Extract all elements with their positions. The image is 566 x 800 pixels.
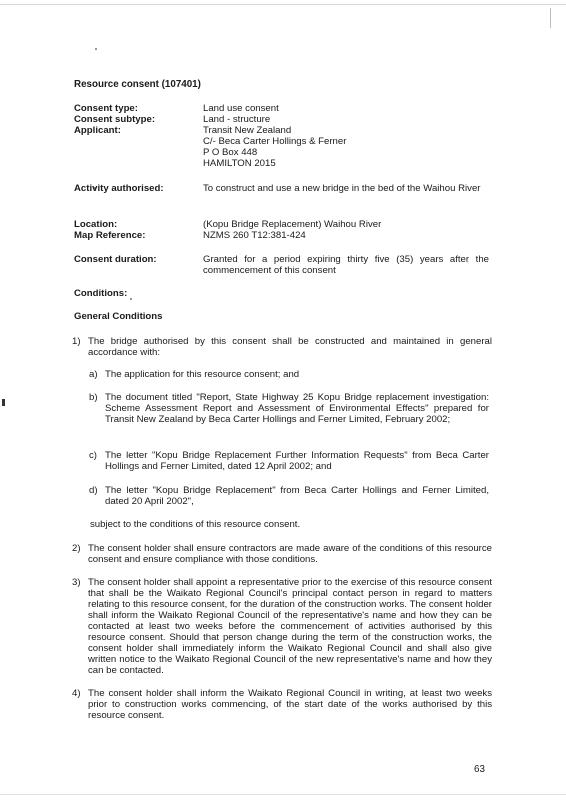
sub-item-letter: c) <box>89 450 97 461</box>
condition-text: The consent holder shall inform the Waikato Regional Council in writing, at least two weeks prior to construction works commencing, of the start date of the works authorised by this resource consent. <box>88 688 492 721</box>
sub-item-letter: b) <box>89 392 98 403</box>
condition-number: 3) <box>72 577 81 588</box>
location-value: (Kopu Bridge Replacement) Waihou River <box>203 219 382 230</box>
activity-value: To construct and use a new bridge in the bed of the Waihou River <box>203 183 481 194</box>
margin-mark <box>2 399 5 406</box>
applicant-line: C/- Beca Carter Hollings & Ferner <box>203 136 347 147</box>
general-conditions-heading: General Conditions <box>74 311 163 322</box>
condition-text: The consent holder shall appoint a representative prior to the exercise of this resource consent that shall be the Waikato Regional Council's principal contact person in regard to matters relating to this resource consent, for the duration of the construction works. The consent holder shall inform the Waikato Regional Council of the representative's name and how they can be contacted at least two weeks before the commencement of activities authorised by this resource consent. Should that person change during the term of the construction works, the consent holder shall immediately inform the Waikato Regional Council and shall also give written notice to the Waikato Regional Council of the new representative's name and how they can be contacted. <box>88 577 492 676</box>
consent-type-value <box>203 103 489 169</box>
condition-item <box>72 688 492 721</box>
sub-item-letter: a) <box>89 369 98 380</box>
sub-item-letter: d) <box>89 485 98 496</box>
top-border <box>0 4 566 5</box>
applicant-label: Applicant: <box>74 125 121 136</box>
scan-speck <box>130 298 132 300</box>
condition-number: 4) <box>72 688 81 699</box>
condition-item <box>72 543 492 565</box>
sub-item-text: The letter "Kopu Bridge Replacement Further Information Requests" from Beca Carter Hollings and Ferner Limited, dated 12 April 2002; and <box>105 450 489 472</box>
condition-text: The bridge authorised by this consent shall be constructed and maintained in general accordance with: <box>88 336 492 358</box>
sub-item <box>89 369 489 380</box>
page-number: 63 <box>474 764 485 775</box>
condition-text: The consent holder shall ensure contractors are made aware of the conditions of this resource consent and ensure compliance with those conditions. <box>88 543 492 565</box>
sub-item <box>89 392 489 425</box>
sub-item-text: The application for this resource consent; and <box>105 369 300 380</box>
sub-item <box>89 450 489 472</box>
condition-item <box>72 577 492 676</box>
map-reference-label: Map Reference: <box>74 230 146 241</box>
consent-heading: Resource consent (107401) <box>74 79 201 90</box>
consent-type-text: Land use consent <box>203 103 279 114</box>
condition-item <box>72 336 492 358</box>
consent-type-label: Consent type: <box>74 103 138 114</box>
map-reference-value: NZMS 260 T12:381-424 <box>203 230 306 241</box>
activity-label: Activity authorised: <box>74 183 164 194</box>
applicant-line: Transit New Zealand <box>203 125 292 136</box>
consent-subtype-text: Land - structure <box>203 114 271 125</box>
consent-subtype-label: Consent subtype: <box>74 114 156 125</box>
subject-to-text: subject to the conditions of this resource consent. <box>90 519 301 530</box>
condition-number: 2) <box>72 543 81 554</box>
applicant-line: HAMILTON 2015 <box>203 158 276 169</box>
bottom-border <box>0 794 566 795</box>
applicant-line: P O Box 448 <box>203 147 258 158</box>
duration-label: Consent duration: <box>74 254 157 265</box>
scan-speck <box>95 48 97 50</box>
sub-item-text: The letter "Kopu Bridge Replacement" from Beca Carter Hollings and Ferner Limited, dated 20 April 2002", <box>105 485 489 507</box>
sub-item <box>89 485 489 507</box>
conditions-heading: Conditions: <box>74 288 128 299</box>
duration-value: Granted for a period expiring thirty five (35) years after the commencement of this consent <box>203 254 489 276</box>
sub-item-text: The document titled "Report, State Highway 25 Kopu Bridge replacement investigation: Scheme Assessment Report and Assessment of Environmental Effects" prepared for Transit New Zealand by Beca Carter Hollings and Ferner Limited, February 2002; <box>105 392 489 425</box>
location-label: Location: <box>74 219 118 230</box>
condition-number: 1) <box>72 336 81 347</box>
right-edge-mark <box>550 8 551 28</box>
